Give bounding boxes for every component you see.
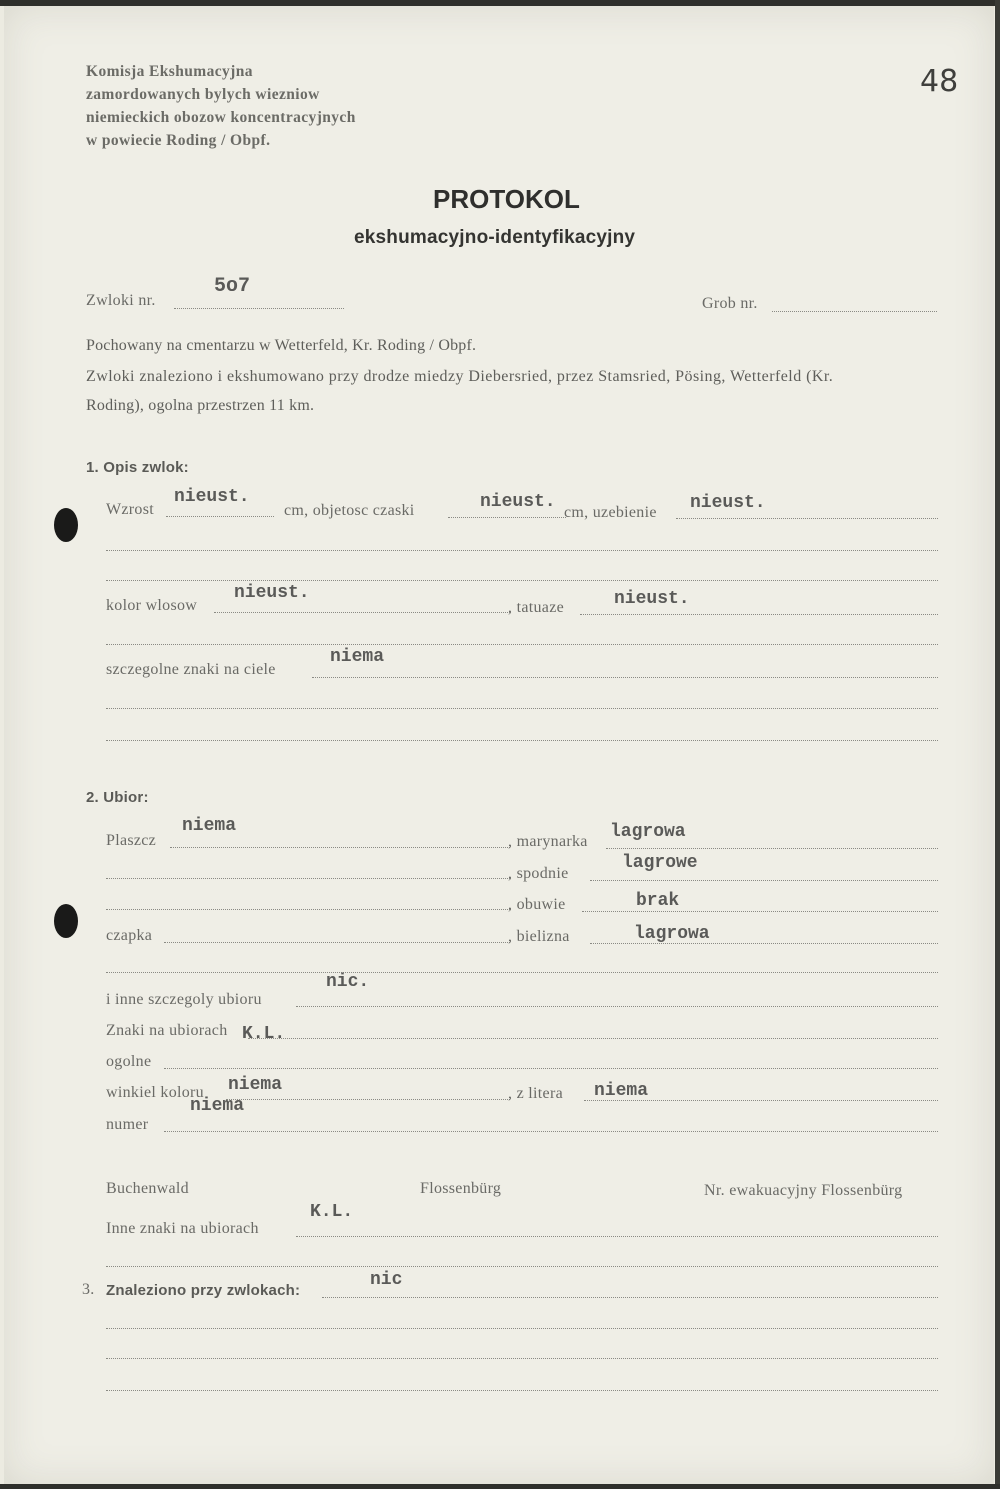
blank-line bbox=[106, 1390, 938, 1391]
blank-line bbox=[106, 972, 938, 973]
section-3-number: 3. bbox=[82, 1281, 95, 1298]
page-subtitle: ekshumacyjno-identyfikacyjny bbox=[354, 227, 636, 248]
znaki-ubior-value: K.L. bbox=[242, 1024, 286, 1044]
inne-znaki-label: Inne znaki na ubiorach bbox=[106, 1220, 259, 1237]
page-number: 48 bbox=[920, 64, 959, 99]
zwloki-line bbox=[174, 308, 344, 309]
ogolne-line bbox=[164, 1068, 938, 1069]
znaki-ubior-label: Znaki na ubiorach bbox=[106, 1022, 228, 1039]
zwloki-value: 5o7 bbox=[214, 275, 251, 298]
blank-line bbox=[106, 708, 938, 709]
blank-line bbox=[106, 1358, 938, 1359]
wzrost-label: Wzrost bbox=[106, 501, 155, 518]
punch-hole-bottom bbox=[54, 904, 78, 938]
blank-line bbox=[106, 580, 938, 581]
numer-value: niema bbox=[190, 1096, 245, 1116]
wlosy-value: nieust. bbox=[234, 583, 310, 603]
wzrost-value: nieust. bbox=[174, 487, 250, 507]
czapka-line bbox=[164, 942, 510, 943]
uzebienie-line bbox=[676, 518, 938, 519]
blank-line bbox=[106, 1266, 938, 1267]
header-line-3: niemieckich obozow koncentracyjnych bbox=[86, 109, 356, 126]
wlosy-line bbox=[214, 612, 510, 613]
buchenwald-label: Buchenwald bbox=[106, 1180, 189, 1197]
numer-label: numer bbox=[106, 1116, 149, 1133]
section-3-heading: Znaleziono przy zwlokach: bbox=[106, 1282, 301, 1299]
page-title: PROTOKOL bbox=[433, 184, 580, 214]
blank-line bbox=[106, 740, 938, 741]
scan-edge-bottom bbox=[0, 1484, 1000, 1489]
inne-znaki-line bbox=[296, 1236, 938, 1237]
litera-label: , z litera bbox=[508, 1085, 563, 1102]
spodnie-label: , spodnie bbox=[508, 865, 569, 882]
znaleziono-line bbox=[322, 1297, 938, 1298]
znaki-value: niema bbox=[330, 647, 385, 667]
numer-line bbox=[164, 1131, 938, 1132]
blank-line bbox=[106, 878, 510, 879]
blank-line bbox=[106, 644, 938, 645]
plaszcz-label: Plaszcz bbox=[106, 832, 157, 849]
intro-line-3: Roding), ogolna przestrzen 11 km. bbox=[86, 397, 315, 414]
winkiel-label: winkiel koloru bbox=[106, 1084, 204, 1101]
grob-line bbox=[772, 311, 937, 312]
plaszcz-value: niema bbox=[182, 816, 237, 836]
intro-line-2: Zwloki znaleziono i ekshumowano przy drodze miedzy Diebersried, przez Stamsried, Pösing, Wetterfeld (Kr. bbox=[86, 368, 834, 385]
spodnie-value: lagrowe bbox=[622, 853, 698, 873]
uzebienie-label: cm, uzebienie bbox=[564, 504, 657, 521]
wzrost-line bbox=[166, 516, 274, 517]
tatuaze-value: nieust. bbox=[614, 589, 690, 609]
intro-line-1: Pochowany na cmentarzu w Wetterfeld, Kr. Roding / Obpf. bbox=[86, 337, 477, 354]
marynarka-label: , marynarka bbox=[508, 833, 588, 850]
header-line-1: Komisja Ekshumacyjna bbox=[86, 63, 253, 80]
zwloki-label: Zwloki nr. bbox=[86, 292, 156, 309]
inne-label: i inne szczegoly ubioru bbox=[106, 991, 262, 1008]
czaszka-value: nieust. bbox=[480, 492, 556, 512]
wlosy-label: kolor wlosow bbox=[106, 597, 198, 614]
winkiel-line bbox=[226, 1099, 510, 1100]
flossenburg-label: Flossenbürg bbox=[420, 1180, 502, 1197]
znaki-line bbox=[312, 677, 938, 678]
czaszka-label: cm, objetosc czaski bbox=[284, 502, 415, 519]
scan-edge-right bbox=[995, 0, 1000, 1489]
znaleziono-value: nic bbox=[370, 1270, 403, 1290]
blank-line bbox=[106, 550, 938, 551]
uzebienie-value: nieust. bbox=[690, 493, 766, 513]
marynarka-line bbox=[606, 848, 938, 849]
plaszcz-line bbox=[170, 847, 510, 848]
blank-line bbox=[106, 1328, 938, 1329]
winkiel-value: niema bbox=[228, 1075, 283, 1095]
header-line-4: w powiecie Roding / Obpf. bbox=[86, 132, 271, 149]
ogolne-label: ogolne bbox=[106, 1053, 152, 1070]
inne-znaki-value: K.L. bbox=[310, 1202, 354, 1222]
obuwie-line bbox=[582, 911, 938, 912]
ewakuacyjny-label: Nr. ewakuacyjny Flossenbürg bbox=[704, 1182, 903, 1199]
section-2-heading: 2. Ubior: bbox=[86, 789, 149, 806]
inne-value: nic. bbox=[326, 972, 370, 992]
inne-line bbox=[296, 1006, 938, 1007]
tatuaze-line bbox=[580, 614, 938, 615]
punch-hole-top bbox=[54, 508, 78, 542]
obuwie-value: brak bbox=[636, 891, 680, 911]
blank-line bbox=[106, 909, 510, 910]
litera-value: niema bbox=[594, 1081, 649, 1101]
header-line-2: zamordowanych bylych wiezniow bbox=[86, 86, 320, 103]
grob-label: Grob nr. bbox=[702, 295, 758, 312]
marynarka-value: lagrowa bbox=[610, 822, 686, 842]
czapka-label: czapka bbox=[106, 927, 153, 944]
obuwie-label: , obuwie bbox=[508, 896, 566, 913]
znaki-label: szczegolne znaki na ciele bbox=[106, 661, 276, 678]
tatuaze-label: , tatuaze bbox=[508, 599, 564, 616]
znaki-ubior-line bbox=[248, 1038, 938, 1039]
czaszka-line bbox=[448, 517, 566, 518]
bielizna-label: , bielizna bbox=[508, 928, 570, 945]
spodnie-line bbox=[590, 880, 938, 881]
section-1-heading: 1. Opis zwlok: bbox=[86, 459, 189, 476]
bielizna-value: lagrowa bbox=[634, 924, 710, 944]
